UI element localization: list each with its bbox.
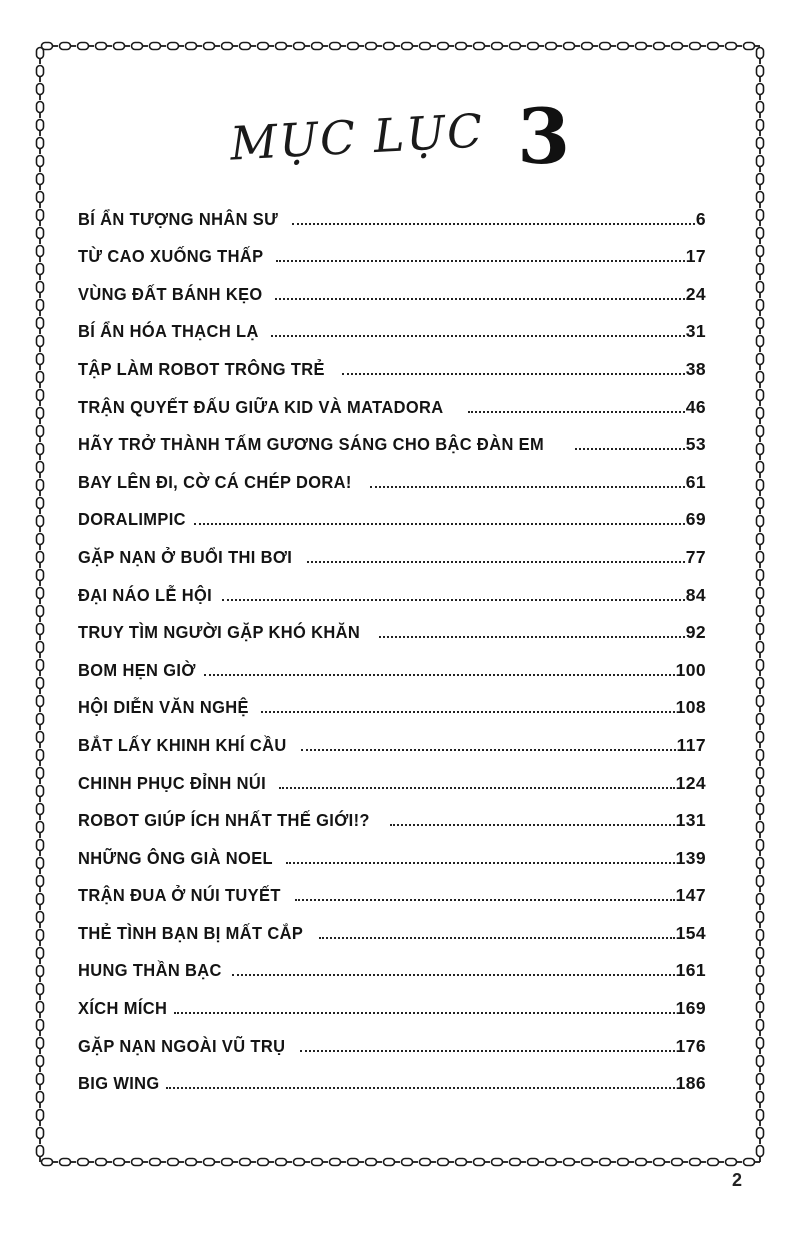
toc-entry-page: 161 — [675, 960, 706, 981]
toc-entry-title: DORALIMPIC — [78, 509, 186, 530]
dot-leader — [319, 937, 675, 939]
dot-leader — [390, 824, 675, 826]
toc-entry-page: 84 — [685, 584, 706, 605]
volume-number: 3 — [517, 92, 571, 181]
toc-entry-title: HUNG THẦN BẠC — [78, 960, 222, 981]
dot-leader — [301, 749, 676, 751]
dot-leader — [575, 448, 685, 450]
toc-entry[interactable] — [78, 534, 706, 572]
toc-entry-page: 61 — [685, 471, 706, 492]
dot-leader — [379, 636, 685, 638]
toc-entry-page: 6 — [695, 208, 706, 229]
toc-entry[interactable] — [78, 835, 706, 873]
toc-entry[interactable] — [78, 422, 706, 460]
toc-entry-page: 108 — [675, 697, 706, 718]
toc-entry-page: 77 — [685, 546, 706, 567]
toc-entry-page: 53 — [685, 434, 706, 455]
toc-entry-page: 17 — [685, 246, 706, 267]
dot-leader — [261, 711, 675, 713]
toc-entry[interactable] — [78, 985, 706, 1023]
toc-entry-page: 169 — [675, 998, 706, 1019]
dot-leader — [300, 1050, 675, 1052]
toc-entry-title: BẮT LẤY KHINH KHÍ CẦU — [78, 734, 287, 755]
toc-entry-page: 124 — [675, 772, 706, 793]
toc-entry[interactable] — [78, 497, 706, 535]
dot-leader — [271, 335, 685, 337]
toc-entry-page: 154 — [675, 922, 706, 943]
toc-entry-page: 46 — [685, 396, 706, 417]
dot-leader — [275, 298, 684, 300]
toc-entry-title: XÍCH MÍCH — [78, 998, 168, 1019]
chain-left — [34, 46, 46, 1162]
page-number: 2 — [731, 1170, 742, 1190]
toc-entry-title: TRUY TÌM NGƯỜI GẶP KHÓ KHĂN — [78, 622, 361, 643]
toc-entry[interactable] — [78, 647, 706, 685]
toc-entry[interactable] — [78, 1023, 706, 1061]
toc-entry-title: CHINH PHỤC ĐỈNH NÚI — [78, 772, 267, 793]
toc-entry-title: ĐẠI NÁO LỄ HỘI — [78, 584, 213, 605]
toc-entry-page: 147 — [675, 885, 706, 906]
toc-entry[interactable] — [78, 346, 706, 384]
toc-entry[interactable] — [78, 572, 706, 610]
toc-entry-title: TRẬN ĐUA Ở NÚI TUYẾT — [78, 885, 281, 906]
toc-entry-title: TỪ CAO XUỐNG THẤP — [78, 246, 264, 267]
toc-entry-page: 100 — [675, 659, 706, 680]
dot-leader — [468, 411, 685, 413]
toc-heading — [0, 92, 800, 182]
toc-entry-title: BÍ ẨN TƯỢNG NHÂN SƯ — [78, 208, 279, 229]
toc-entry[interactable] — [78, 1061, 706, 1099]
toc-entry[interactable] — [78, 685, 706, 723]
toc-entry[interactable] — [78, 271, 706, 309]
dot-leader — [286, 862, 674, 864]
toc-entry-title: TRẬN QUYẾT ĐẤU GIỮA KID VÀ MATADORA — [78, 396, 444, 417]
toc-entry[interactable] — [78, 873, 706, 911]
dot-leader — [276, 260, 684, 262]
dot-leader — [166, 1087, 675, 1089]
toc-entry-page: 139 — [675, 847, 706, 868]
toc-entry-title: GẶP NẠN Ở BUỔI THI BƠI — [78, 546, 293, 567]
toc-entry-title: BAY LÊN ĐI, CỜ CÁ CHÉP DORA! — [78, 471, 352, 492]
toc-entry[interactable] — [78, 910, 706, 948]
dot-leader — [232, 974, 675, 976]
dot-leader — [279, 787, 674, 789]
chain-right — [754, 46, 766, 1162]
dot-leader — [222, 599, 685, 601]
toc-entry[interactable] — [78, 760, 706, 798]
toc-entry-title: ROBOT GIÚP ÍCH NHẤT THẾ GIỚI!? — [78, 810, 370, 831]
toc-heading-text: MỤC LỤC — [228, 102, 486, 171]
toc-entry[interactable] — [78, 196, 706, 234]
toc-entry-page: 186 — [675, 1073, 706, 1094]
toc-entry-title: HỘI DIỄN VĂN NGHỆ — [78, 697, 249, 718]
toc-entry-title: THẺ TÌNH BẠN BỊ MẤT CẮP — [78, 922, 304, 943]
toc-entry[interactable] — [78, 610, 706, 648]
toc-entry-title: BIG WING — [78, 1073, 160, 1094]
toc-entry-page: 24 — [685, 283, 706, 304]
toc-entry-page: 117 — [676, 734, 706, 755]
toc-entry[interactable] — [78, 309, 706, 347]
toc-entry-title: BÍ ẨN HÓA THẠCH LẠ — [78, 321, 259, 342]
toc-entry-page: 131 — [675, 810, 706, 831]
toc-entry[interactable] — [78, 948, 706, 986]
dot-leader — [307, 561, 685, 563]
chain-top — [40, 40, 760, 52]
toc-entry[interactable] — [78, 459, 706, 497]
dot-leader — [204, 674, 674, 676]
toc-entry-page: 176 — [675, 1035, 706, 1056]
dot-leader — [295, 899, 675, 901]
toc-entry-title: BOM HẸN GIỜ — [78, 659, 196, 680]
toc-entry-page: 92 — [685, 622, 706, 643]
toc-entry-page: 38 — [685, 358, 706, 379]
table-of-contents — [78, 196, 706, 1098]
toc-entry-title: GẶP NẠN NGOÀI VŨ TRỤ — [78, 1035, 286, 1056]
dot-leader — [174, 1012, 675, 1014]
dot-leader — [342, 373, 685, 375]
toc-entry[interactable] — [78, 722, 706, 760]
toc-entry-page: 69 — [685, 509, 706, 530]
dot-leader — [370, 486, 684, 488]
toc-entry-title: NHỮNG ÔNG GIÀ NOEL — [78, 847, 273, 868]
toc-entry-title: VÙNG ĐẤT BÁNH KẸO — [78, 283, 263, 304]
toc-entry[interactable] — [78, 234, 706, 272]
dot-leader — [194, 523, 685, 525]
toc-entry-title: HÃY TRỞ THÀNH TẤM GƯƠNG SÁNG CHO BẬC ĐÀN EM — [78, 434, 545, 455]
toc-entry[interactable] — [78, 384, 706, 422]
chain-bottom — [40, 1156, 760, 1168]
dot-leader — [292, 223, 695, 225]
toc-entry[interactable] — [78, 798, 706, 836]
toc-entry-title: TẬP LÀM ROBOT TRÔNG TRẺ — [78, 358, 325, 379]
toc-entry-page: 31 — [685, 321, 706, 342]
